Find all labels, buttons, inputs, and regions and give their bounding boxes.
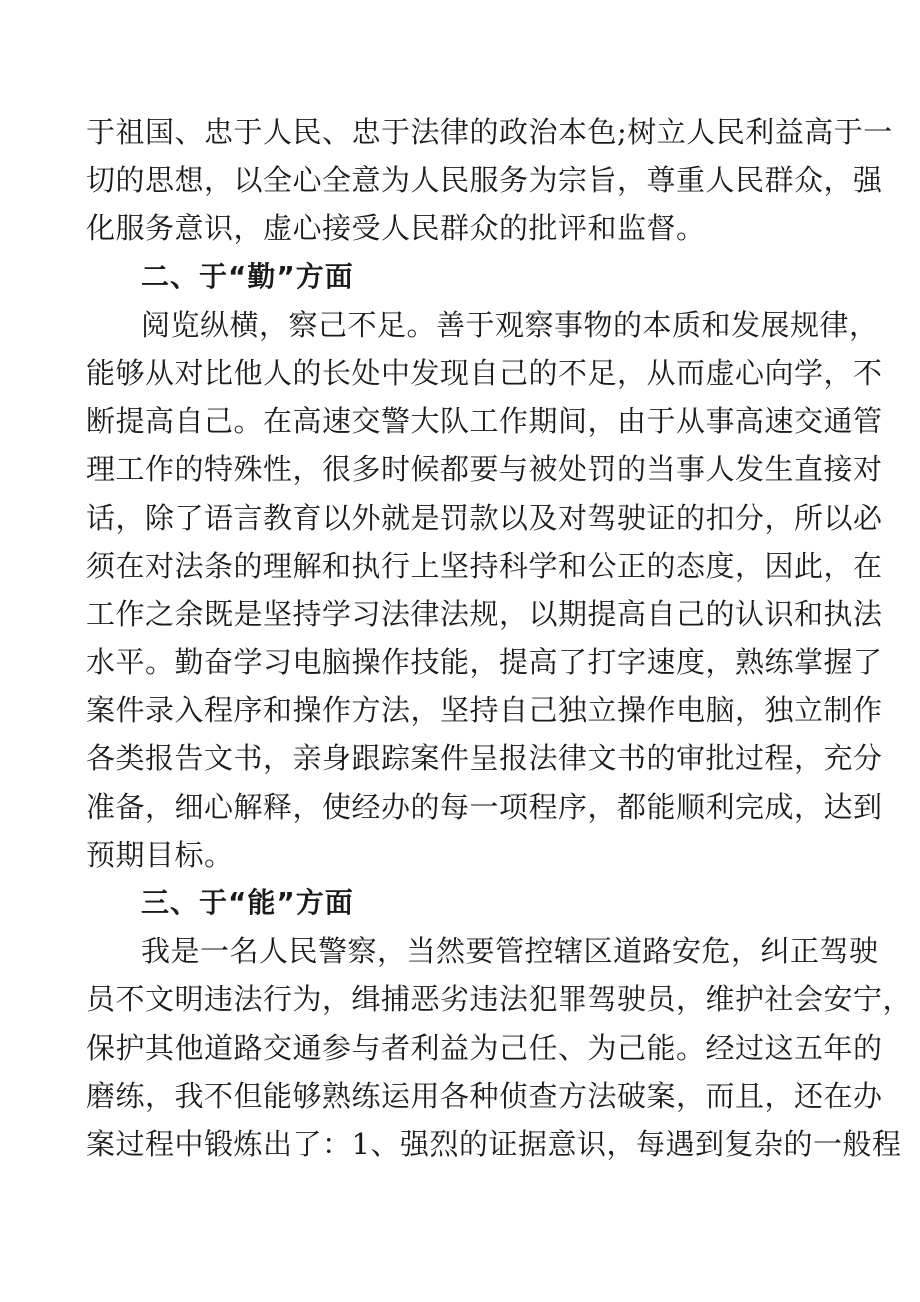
paragraph-line: 案过程中锻炼出了：1、强烈的证据意识，每遇到复杂的一般程 (86, 1126, 902, 1161)
paragraph-line: 准备，细心解释，使经办的每一项程序，都能顺利完成，达到 (86, 789, 883, 824)
paragraph-line: 员不文明违法行为，缉捕恶劣违法犯罪驾驶员，维护社会安宁， (86, 982, 913, 1017)
paragraph-line: 于祖国、忠于人民、忠于法律的政治本色;树立人民利益高于一 (86, 115, 893, 149)
paragraph-line: 理工作的特殊性，很多时候都要与被处罚的当事人发生直接对 (86, 452, 883, 487)
document-body (86, 108, 913, 1168)
paragraph-line: 化服务意识，虚心接受人民群众的批评和监督。 (86, 211, 706, 246)
paragraph-line: 各类报告文书，亲身跟踪案件呈报法律文书的审批过程，充分 (86, 741, 883, 776)
paragraph-line: 案件录入程序和操作方法，坚持自己独立操作电脑，独立制作 (86, 693, 883, 728)
paragraph-line: 话，除了语言教育以外就是罚款以及对驾驶证的扣分，所以必 (86, 500, 883, 535)
paragraph-3 (86, 927, 913, 1168)
paragraph-line: 保护其他道路交通参与者利益为己任、为己能。经过这五年的 (86, 1030, 883, 1065)
paragraph-line: 磨练，我不但能够熟练运用各种侦查方法破案，而且，还在办 (86, 1078, 883, 1113)
paragraph-line: 断提高自己。在高速交警大队工作期间，由于从事高速交通管 (86, 404, 883, 439)
paragraph-2 (86, 301, 883, 879)
paragraph-line: 阅览纵横，察己不足。善于观察事物的本质和发展规律， (141, 307, 879, 342)
paragraph-line: 工作之余既是坚持学习法律法规，以期提高自己的认识和执法 (86, 596, 883, 631)
section-heading-ability: 三、于“能”方面 (141, 886, 354, 919)
paragraph-line: 须在对法条的理解和执行上坚持科学和公正的态度，因此，在 (86, 548, 883, 583)
paragraph-line: 预期目标。 (86, 837, 234, 872)
section-heading-diligence: 二、于“勤”方面 (141, 259, 354, 293)
paragraph-line: 我是一名人民警察，当然要管控辖区道路安危，纠正驾驶 (141, 934, 879, 969)
paragraph-line: 能够从对比他人的长处中发现自己的不足，从而虚心向学，不 (86, 355, 883, 390)
paragraph-line: 切的思想，以全心全意为人民服务为宗旨，尊重人民群众，强 (86, 163, 883, 198)
paragraph-1 (86, 108, 893, 253)
paragraph-line: 水平。勤奋学习电脑操作技能，提高了打字速度，熟练掌握了 (86, 645, 883, 680)
